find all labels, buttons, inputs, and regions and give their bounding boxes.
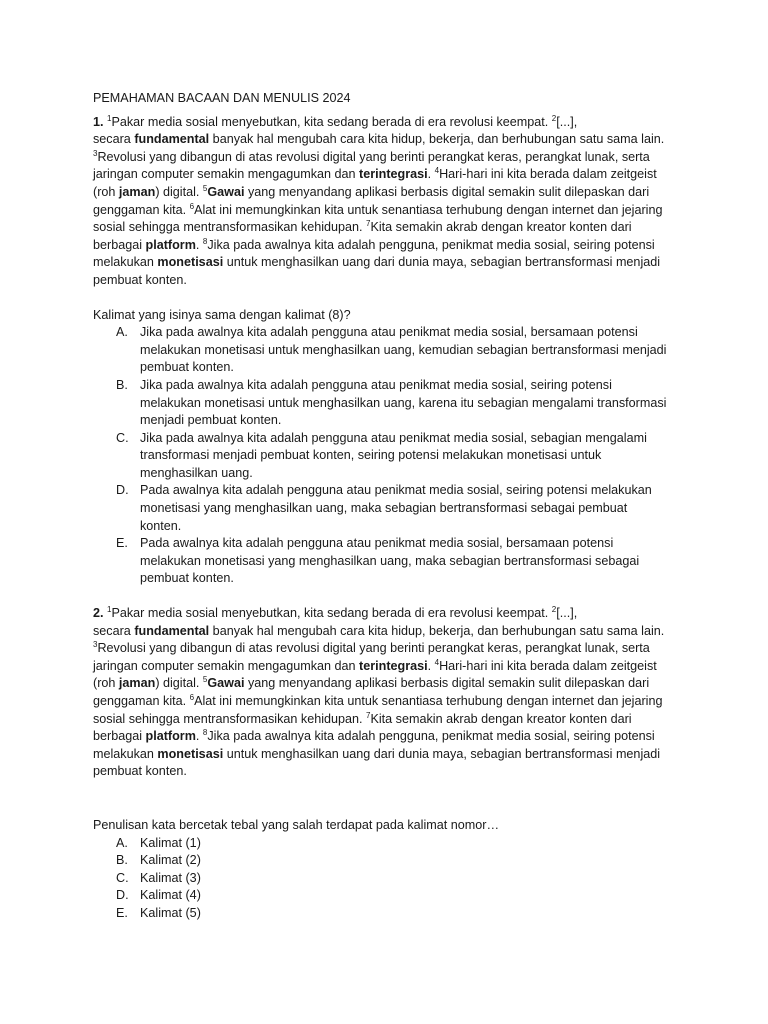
passage-text: Kita semakin akrab dengan kreator konten dari berbagai (93, 220, 632, 252)
bold-word: fundamental (134, 623, 210, 638)
sentence-number: 5 (202, 183, 208, 193)
option-letter: E. (116, 536, 128, 551)
bold-word: terintegrasi (359, 658, 428, 673)
bold-word: terintegrasi (359, 167, 428, 182)
passage-text: secara (93, 623, 135, 638)
passage-text: yang menyandang aplikasi berbasis digital semakin sulit dilepaskan dari genggaman kita. (93, 184, 650, 217)
spacer (93, 290, 668, 307)
sentence-number: 5 (202, 675, 208, 685)
option-text: Kalimat (2) (140, 853, 201, 868)
passage-text: . (195, 237, 203, 252)
bold-word: monetisasi (157, 255, 224, 270)
question-1-passage (93, 114, 668, 290)
bold-word: jaman (118, 676, 156, 691)
option-letter: B. (116, 377, 128, 392)
question-1-option[interactable] (93, 324, 668, 377)
spacer (93, 781, 668, 817)
question-2-number: 2. (93, 606, 104, 621)
question-1-prompt: Kalimat yang isinya sama dengan kalimat (8)? (93, 307, 351, 322)
sentence-number: 4 (434, 657, 440, 667)
option-text: Jika pada awalnya kita adalah pengguna atau penikmat media sosial, bersamaan potensi melakukan monetisasi untuk menghasilkan uang, kemudian sebagian bertransformasi menjadi pembuat konten. (140, 325, 667, 375)
passage-text: yang menyandang aplikasi berbasis digital semakin sulit dilepaskan dari genggaman kita. (93, 676, 650, 708)
question-1 (93, 114, 668, 588)
sentence-number: 8 (202, 728, 208, 737)
question-1-number: 1. (93, 114, 104, 129)
passage-text: ) digital. (155, 184, 203, 199)
passage-text: Jika pada awalnya kita adalah pengguna, penikmat media sosial, seiring potensi melakukan (93, 237, 655, 270)
question-1-option[interactable] (93, 482, 668, 535)
document-page (93, 90, 668, 923)
passage-text: Hari-hari ini kita berada dalam zeitgeist (roh (93, 658, 657, 691)
sentence-number: 8 (202, 236, 208, 246)
question-1-passage-body (93, 115, 664, 287)
passage-text: Alat ini memungkinkan kita untuk senantiasa terhubung dengan internet dan jejaring sosial sehingga mentransformasikan kehidupan. (93, 202, 663, 235)
option-letter: D. (116, 888, 129, 903)
sentence-number: 2 (551, 604, 557, 614)
passage-text: Alat ini memungkinkan kita untuk senantiasa terhubung dengan internet dan jejaring sosial sehingga mentransformasikan kehidupan. (93, 694, 663, 726)
option-letter: C. (116, 870, 129, 885)
option-text: Kalimat (4) (140, 888, 201, 903)
option-letter: A. (116, 325, 128, 340)
bold-word: Gawai (207, 184, 245, 199)
question-2 (93, 605, 668, 923)
passage-text: ) digital. (155, 676, 203, 691)
question-2-passage-body (93, 606, 664, 778)
spacer (93, 588, 668, 605)
passage-text: . (427, 658, 435, 673)
passage-text: Pakar media sosial menyebutkan, kita sedang berada di era revolusi keempat. (111, 606, 552, 621)
passage-text: [...], (556, 114, 578, 129)
passage-text: secara (93, 132, 135, 147)
option-text: Pada awalnya kita adalah pengguna atau penikmat media sosial, bersamaan potensi melakukan monetisasi yang menghasilkan uang, maka sebagian bertransformasi sebagai pembuat konten. (140, 536, 640, 586)
question-2-prompt: Penulisan kata bercetak tebal yang salah terdapat pada kalimat nomor… (93, 817, 500, 832)
sentence-number: 7 (366, 710, 371, 720)
passage-text: banyak hal mengubah cara kita hidup, bekerja, dan berhubungan satu sama lain. (209, 623, 665, 638)
passage-text: Hari-hari ini kita berada dalam zeitgeist (roh (93, 167, 657, 199)
option-text: Jika pada awalnya kita adalah pengguna atau penikmat media sosial, seiring potensi melakukan monetisasi untuk menghasilkan uang, karena itu sebagian mengalami transformasi menjadi pembuat konten. (140, 377, 667, 428)
passage-text: . (427, 167, 435, 182)
question-2-option[interactable] (93, 852, 668, 870)
bold-word: monetisasi (157, 746, 224, 761)
question-1-option[interactable] (93, 535, 668, 588)
sentence-number: 7 (366, 218, 371, 228)
bold-word: platform (145, 237, 196, 252)
question-1-option[interactable] (93, 377, 668, 430)
option-text: Kalimat (1) (140, 835, 201, 850)
document-title: PEMAHAMAN BACAAN DAN MENULIS 2024 (93, 91, 351, 105)
option-text: Kalimat (5) (140, 905, 201, 920)
passage-text: Jika pada awalnya kita adalah pengguna, penikmat media sosial, seiring potensi melakukan (93, 729, 655, 761)
passage-text: untuk menghasilkan uang dari dunia maya, sebagian bertransformasi menjadi pembuat konten. (93, 746, 661, 779)
bold-word: jaman (118, 184, 156, 199)
sentence-number: 6 (189, 692, 195, 702)
sentence-number: 1 (107, 113, 112, 123)
question-2-passage (93, 605, 668, 781)
option-letter: A. (116, 835, 128, 850)
passage-text: [...], (556, 606, 578, 621)
option-letter: E. (116, 905, 128, 920)
question-1-options (93, 324, 668, 588)
sentence-number: 1 (107, 604, 112, 614)
passage-text: . (195, 729, 203, 744)
passage-text: Pakar media sosial menyebutkan, kita sedang berada di era revolusi keempat. (111, 114, 552, 129)
question-2-option[interactable] (93, 905, 668, 923)
sentence-number: 4 (434, 166, 440, 176)
sentence-number: 2 (551, 113, 557, 123)
question-1-option[interactable] (93, 430, 668, 483)
bold-word: fundamental (134, 132, 210, 147)
option-text: Jika pada awalnya kita adalah pengguna atau penikmat media sosial, sebagian mengalami transformasi menjadi pembuat konten, seiring potensi melakukan monetisasi untuk menghasilkan uang. (140, 430, 647, 480)
bold-word: platform (145, 729, 196, 744)
option-text: Kalimat (3) (140, 870, 201, 885)
question-2-option[interactable] (93, 870, 668, 888)
question-2-options (93, 835, 668, 923)
sentence-number: 3 (93, 640, 98, 650)
passage-text: untuk menghasilkan uang dari dunia maya, sebagian bertransformasi menjadi pembuat konten. (93, 255, 661, 287)
option-letter: D. (116, 483, 129, 498)
passage-text: Revolusi yang dibangun di atas revolusi digital yang berinti perangkat keras, perangkat lunak, serta jaringan computer semakin mengagumkan dan (93, 149, 650, 182)
sentence-number: 6 (189, 201, 195, 211)
passage-text: Kita semakin akrab dengan kreator konten dari berbagai (93, 711, 632, 744)
option-letter: C. (116, 430, 129, 445)
question-2-option[interactable] (93, 835, 668, 853)
option-text: Pada awalnya kita adalah pengguna atau penikmat media sosial, seiring potensi melakukan monetisasi yang menghasilkan uang, maka sebagian bertransformasi sebagai pembuat konten. (140, 483, 652, 533)
bold-word: Gawai (207, 676, 245, 691)
option-letter: B. (116, 853, 128, 868)
passage-text: Revolusi yang dibangun di atas revolusi digital yang berinti perangkat keras, perangkat lunak, serta jaringan computer semakin mengagumkan dan (93, 641, 650, 673)
passage-text: banyak hal mengubah cara kita hidup, bekerja, dan berhubungan satu sama lain. (209, 132, 665, 147)
sentence-number: 3 (93, 148, 98, 158)
question-2-option[interactable] (93, 887, 668, 905)
